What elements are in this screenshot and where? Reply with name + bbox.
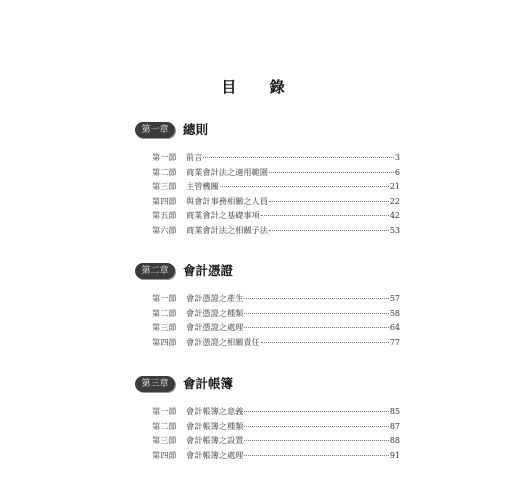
dot-leader (244, 298, 388, 299)
page-number: 58 (389, 308, 400, 318)
chapter-entries (152, 152, 400, 239)
section-title: 商業會計之基礎事項 (186, 210, 260, 220)
section-title: 會計帳簿之設置 (186, 435, 244, 445)
section-number: 第五節 (152, 210, 177, 220)
dot-leader (269, 201, 389, 202)
page-number: 57 (389, 294, 400, 303)
dot-leader (244, 313, 388, 314)
dot-leader (244, 411, 388, 412)
chapter-1 (135, 120, 400, 235)
section-title: 前言 (186, 152, 203, 162)
chapter-3 (135, 374, 400, 460)
page-number: 3 (394, 153, 400, 162)
dot-leader (244, 327, 388, 328)
page-number: 91 (389, 450, 400, 460)
toc-entry[interactable] (152, 181, 400, 196)
chapter-title: 會計帳簿 (183, 376, 234, 391)
chapter-badge: 第一章 (135, 122, 175, 138)
section-number: 第四節 (152, 449, 177, 460)
chapter-entries (152, 406, 400, 464)
page-number: 6 (394, 167, 400, 177)
page-number: 22 (389, 196, 400, 206)
dot-leader (244, 440, 388, 441)
toc-entry[interactable] (152, 337, 400, 352)
chapter-heading (135, 261, 400, 283)
toc-entry[interactable] (152, 406, 400, 421)
dot-leader (220, 186, 389, 187)
section-number: 第二節 (152, 420, 177, 431)
section-number: 第六節 (152, 224, 177, 235)
chapter-badge: 第二章 (135, 263, 175, 279)
section-title: 會計帳簿之種類 (186, 420, 244, 431)
section-number: 第四節 (152, 195, 177, 206)
page-number: 88 (389, 436, 400, 445)
chapter-title: 會計憑證 (183, 263, 234, 278)
chapter-badge: 第三章 (135, 376, 175, 392)
section-title: 商業會計法之適用範圍 (186, 166, 268, 177)
toc-entry[interactable] (152, 210, 400, 225)
page-title: 目 錄 (221, 78, 299, 96)
toc-entry[interactable] (152, 435, 400, 450)
toc-entry[interactable] (152, 308, 400, 323)
toc-entry[interactable] (152, 167, 400, 182)
toc-entry[interactable] (152, 225, 400, 240)
page-number: 42 (389, 211, 400, 220)
chapter-title: 總則 (183, 122, 209, 137)
section-number: 第二節 (152, 166, 177, 177)
section-number: 第四節 (152, 336, 177, 347)
chapter-heading (135, 120, 400, 142)
page-number: 64 (389, 323, 400, 332)
dot-leader (261, 215, 389, 216)
page-number: 77 (389, 337, 400, 347)
toc-entry[interactable] (152, 152, 400, 167)
section-number: 第一節 (152, 406, 177, 416)
toc-entry[interactable] (152, 450, 400, 465)
section-title: 會計帳簿之處理 (186, 449, 244, 460)
dot-leader (269, 230, 389, 231)
page-number: 87 (389, 421, 400, 431)
section-title: 主管機關 (186, 181, 219, 191)
section-title: 會計帳簿之意義 (186, 406, 244, 416)
section-title: 會計憑證之處理 (186, 322, 244, 332)
dot-leader (244, 455, 388, 456)
toc-entry[interactable] (152, 421, 400, 436)
section-number: 第二節 (152, 307, 177, 318)
toc-entry[interactable] (152, 322, 400, 337)
section-title: 商業會計法之相關子法 (186, 224, 268, 235)
section-title: 會計憑證之相關責任 (186, 336, 260, 347)
page-number: 21 (389, 182, 400, 191)
chapter-2 (135, 261, 400, 347)
section-number: 第一節 (152, 293, 177, 303)
toc-entry[interactable] (152, 196, 400, 211)
section-number: 第一節 (152, 152, 177, 162)
section-number: 第三節 (152, 322, 177, 332)
dot-leader (203, 157, 394, 158)
section-number: 第三節 (152, 435, 177, 445)
section-title: 與會計事務相關之人員 (186, 195, 268, 206)
dot-leader (244, 426, 388, 427)
section-title: 會計憑證之種類 (186, 307, 244, 318)
page-number: 85 (389, 407, 400, 416)
dot-leader (261, 342, 389, 343)
page-number: 53 (389, 225, 400, 235)
chapter-heading (135, 374, 400, 396)
section-number: 第三節 (152, 181, 177, 191)
dot-leader (269, 172, 394, 173)
chapter-entries (152, 293, 400, 351)
section-title: 會計憑證之產生 (186, 293, 244, 303)
toc-entry[interactable] (152, 293, 400, 308)
